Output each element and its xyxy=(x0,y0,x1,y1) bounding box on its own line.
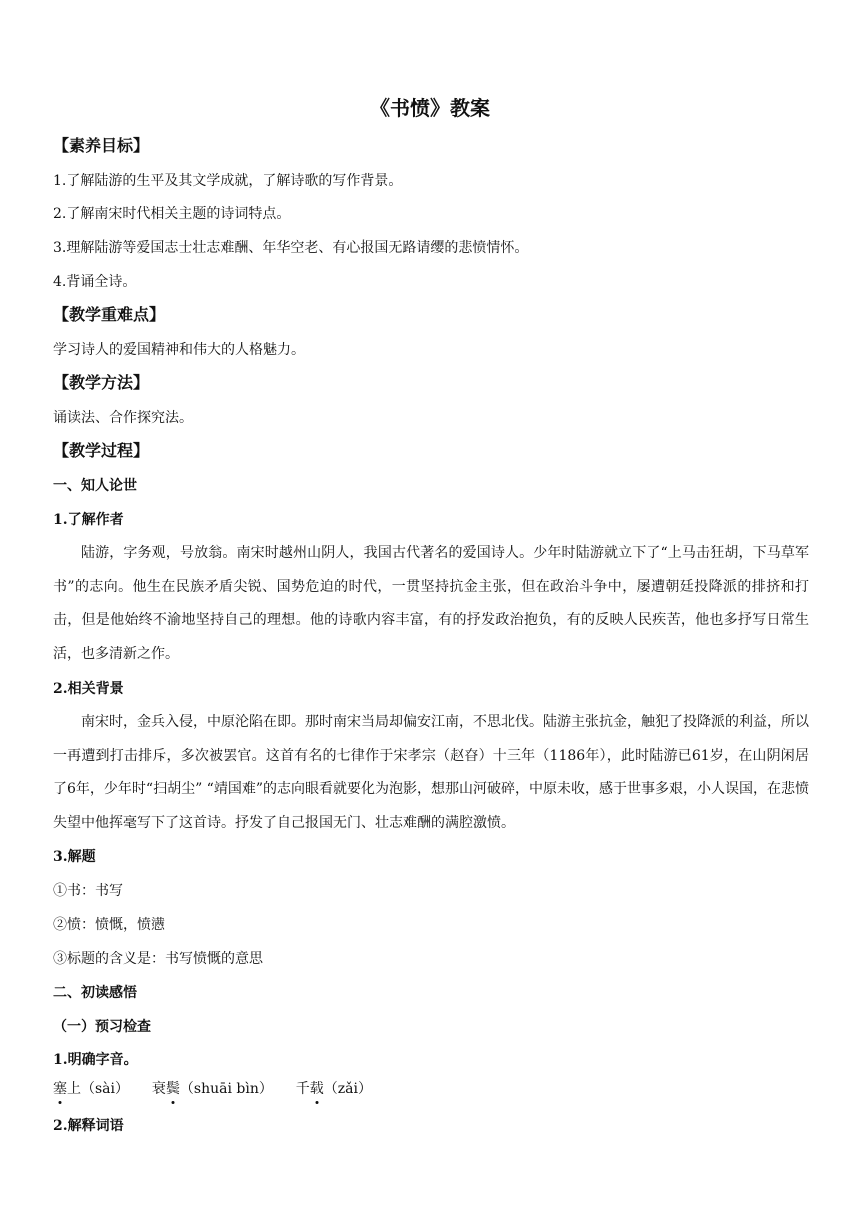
key-points-heading: 【教学重难点】 xyxy=(53,305,166,324)
subsection-heading: 1.了解作者 xyxy=(53,512,124,528)
pronunciation-row xyxy=(53,1079,372,1099)
word-char: 千 xyxy=(295,1081,310,1097)
author-paragraph: 陆游，字务观，号放翁。南宋时越州山阴人，我国古代著名的爱国诗人。少年时陆游就立下了“上马击狂胡，下马草军书”的志向。他生在民族矛盾尖锐、国势危迫的时代，一贯坚持抗金主张，但在政治斗争中，屡遭朝廷投降派的排挤和打击，但是他始终不渝地坚持自己的理想。他的诗歌内容丰富，有的抒发政治抱负，有的反映人民疾苦，他也多抒写日常生活，也多清新之作。 xyxy=(53,545,809,662)
goal-item: 1.了解陆游的生平及其文学成就，了解诗歌的写作背景。 xyxy=(53,173,403,189)
methods-text: 诵读法、合作探究法。 xyxy=(53,410,193,426)
page-title: 《书愤》教案 xyxy=(370,96,490,120)
goal-item: 3.理解陆游等爱国志士壮志难酬、年华空老、有心报国无路请缨的悲愤情怀。 xyxy=(53,240,529,256)
section-heading: 一、知人论世 xyxy=(53,478,137,494)
goal-item: 2.了解南宋时代相关主题的诗词特点。 xyxy=(53,206,291,222)
subsection-heading: 3.解题 xyxy=(53,849,96,865)
pinyin: （sài） xyxy=(81,1081,130,1097)
goal-item: 4.背诵全诗。 xyxy=(53,274,137,290)
word-char: 载 xyxy=(309,1081,324,1097)
word-char: 鬓 xyxy=(165,1081,180,1097)
subsection-heading: （一）预习检查 xyxy=(53,1019,151,1035)
key-points-text: 学习诗人的爱国精神和伟大的人格魅力。 xyxy=(53,342,305,358)
process-heading: 【教学过程】 xyxy=(53,441,150,460)
title-item: ③标题的含义是：书写愤慨的意思 xyxy=(53,951,263,967)
methods-heading: 【教学方法】 xyxy=(53,373,150,392)
background-paragraph: 南宋时，金兵入侵，中原沦陷在即。那时南宋当局却偏安江南，不思北伐。陆游主张抗金，触犯了投降派的利益，所以一再遭到打击排斥，多次被罢官。这首有名的七律作于宋孝宗（赵昚）十三年（1186年），此时陆游已61岁，在山阴闲居了6年，少年时“扫胡尘” “靖国难”的志向眼看就要化为泡影，想那山河破碎，中原未收，感于世事多艰，小人误国，在悲愤失望中他挥毫写下了这首诗。抒发了自己报国无门、壮志难酬的满腔激愤。 xyxy=(53,714,809,831)
pinyin: （zǎi） xyxy=(323,1081,372,1097)
word-char: 塞 xyxy=(53,1081,67,1097)
subsection-heading: 1.明确字音。 xyxy=(53,1052,138,1068)
goals-heading: 【素养目标】 xyxy=(53,136,150,155)
pinyin: （shuāi bìn） xyxy=(179,1081,273,1097)
word-char: 衰 xyxy=(151,1081,166,1097)
subsection-heading: 2.解释词语 xyxy=(53,1118,124,1134)
subsection-heading: 2.相关背景 xyxy=(53,681,124,697)
section-heading: 二、初读感悟 xyxy=(53,985,137,1001)
word-char: 上 xyxy=(67,1081,81,1097)
title-item: ②愤：愤慨，愤懑 xyxy=(53,917,165,933)
title-item: ①书：书写 xyxy=(53,883,123,899)
